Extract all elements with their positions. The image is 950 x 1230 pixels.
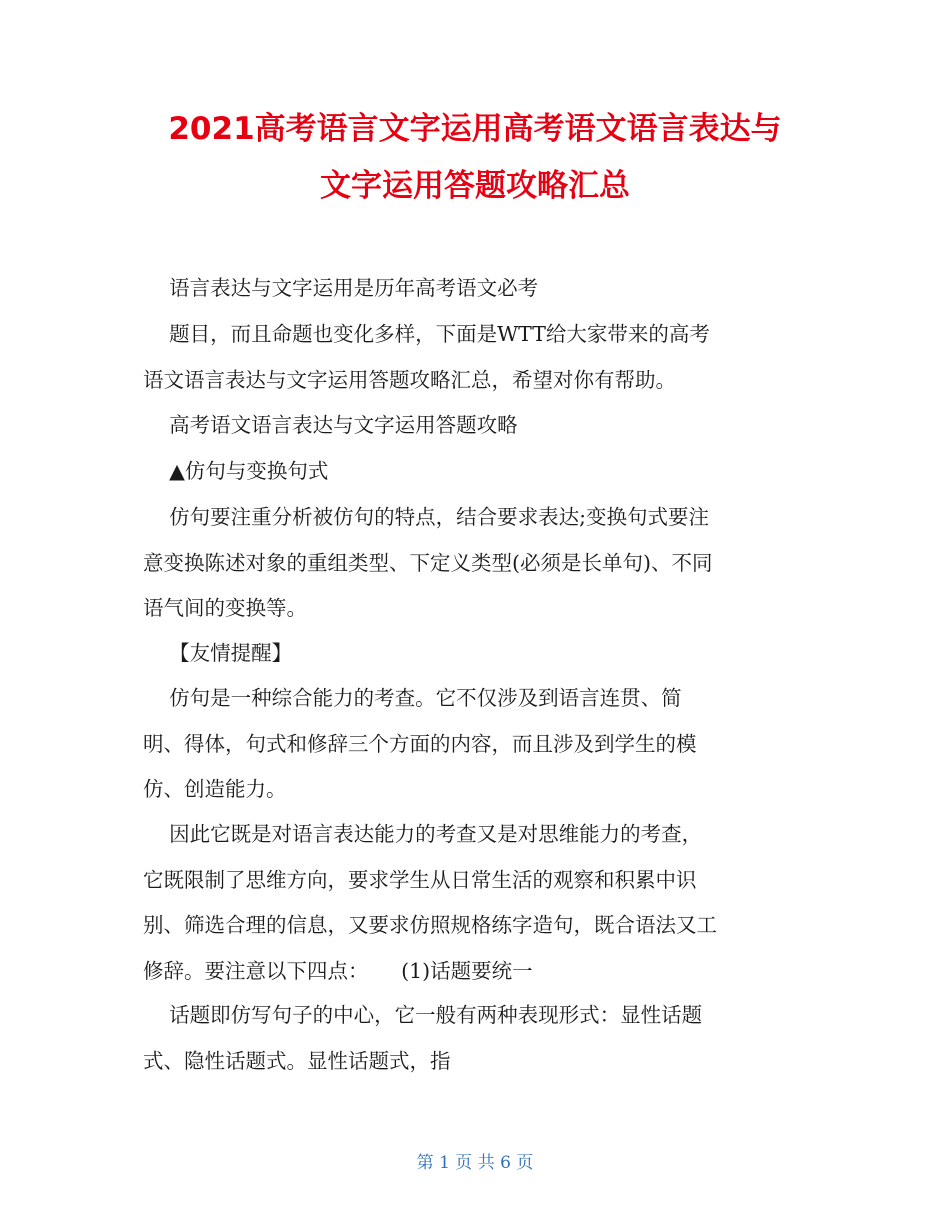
page-number-footer: 第 1 页 共 6 页: [416, 1153, 534, 1173]
document-title-line-1: 2021高考语言文字运用高考语文语言表达与: [168, 111, 782, 147]
subsection-heading-imitation: ▲仿句与变换句式: [143, 459, 329, 483]
paragraph-thinking: 因此它既是对语言表达能力的考查又是对思维能力的考查， 它既限制了思维方向，要求学生从日常生活的观察和积累中识 别、筛选合理的信息，又要求仿照规格练字造句，既合语法又工 修辞。要注意以下四点： (1)话题要统一: [143, 822, 717, 983]
paragraph-topic: 话题即仿写句子的中心，它一般有两种表现形式：显性话题 式、隐性话题式。显性话题式，指: [143, 1003, 703, 1073]
paragraph-intro-line-1: 语言表达与文字运用是历年高考语文必考: [143, 276, 539, 300]
paragraph-intro: 题目，而且命题也变化多样，下面是WTT给大家带来的高考 语文语言表达与文字运用答题攻略汇总，希望对你有帮助。: [143, 322, 710, 392]
paragraph-reminder: 仿句是一种综合能力的考查。它不仅涉及到语言连贯、简 明、得体，句式和修辞三个方面的内容，而且涉及到学生的模 仿、创造能力。: [143, 686, 697, 801]
paragraph-imitation: 仿句要注重分析被仿句的特点，结合要求表达;变换句式要注 意变换陈述对象的重组类型、下定义类型(必须是长单句)、不同 语气间的变换等。: [143, 505, 713, 620]
section-heading: 高考语文语言表达与文字运用答题攻略: [143, 413, 518, 437]
reminder-heading: 【友情提醒】: [143, 641, 293, 665]
document-title-line-2: 文字运用答题攻略汇总: [320, 168, 630, 204]
